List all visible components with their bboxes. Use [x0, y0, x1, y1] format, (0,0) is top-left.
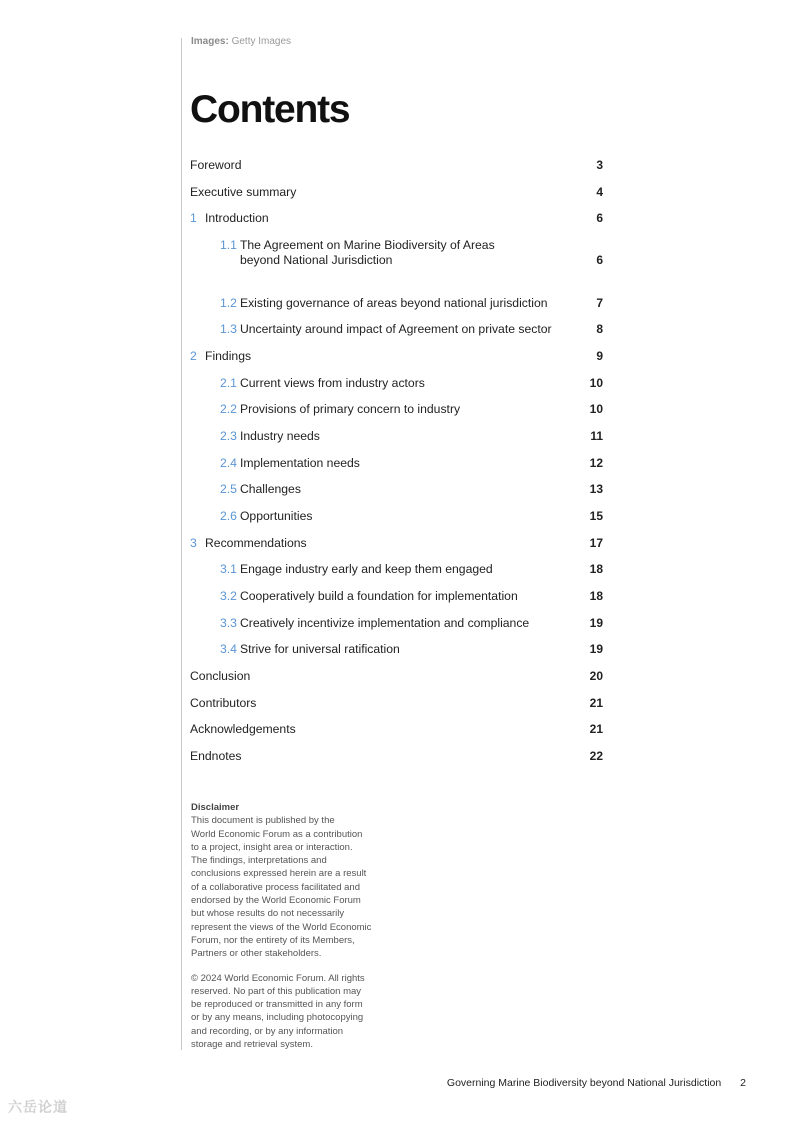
toc-entry[interactable]: [190, 185, 603, 200]
toc-entry-number: 2.2: [220, 402, 237, 416]
toc-entry-label: [190, 509, 590, 524]
toc-entry[interactable]: [190, 696, 603, 711]
toc-entry-text: Cooperatively build a foundation for implementation: [239, 589, 518, 603]
toc-entry-text: Findings: [205, 349, 252, 363]
toc-entry-page: 8: [596, 322, 603, 336]
toc-entry-text: Foreword: [190, 158, 242, 172]
toc-entry-page: 9: [596, 349, 603, 363]
toc-entry-page: 10: [589, 376, 603, 390]
toc-entry-number: 3: [190, 536, 197, 550]
toc-entry-label: [190, 185, 596, 200]
toc-entry-text: Implementation needs: [239, 456, 360, 470]
toc-entry-page: 21: [589, 696, 603, 710]
toc-entry[interactable]: [190, 722, 603, 737]
toc-entry-number: 2.1: [220, 376, 237, 390]
toc-entry-page: 15: [589, 509, 603, 523]
disclaimer-line: represent the views of the World Economic: [191, 921, 372, 933]
disclaimer: [191, 801, 391, 1051]
footer-page-number: 2: [740, 1077, 746, 1089]
table-of-contents: [190, 158, 603, 764]
toc-entry[interactable]: [190, 296, 603, 311]
toc-entry-text: Contributors: [190, 696, 257, 710]
toc-entry-text: Current views from industry actors: [239, 376, 425, 390]
disclaimer-line: reserved. No part of this publication may: [191, 985, 362, 997]
toc-entry-label: [190, 536, 590, 551]
toc-entry-number: 3.2: [220, 589, 237, 603]
disclaimer-line: Forum, nor the entirety of its Members,: [191, 934, 355, 946]
toc-entry-text: Conclusion: [190, 669, 251, 683]
toc-entry[interactable]: [190, 211, 603, 226]
toc-entry-text: Introduction: [205, 211, 269, 225]
toc-entry[interactable]: [190, 376, 603, 391]
toc-entry-number: 1.3: [220, 322, 237, 336]
toc-entry-text: Challenges: [239, 482, 301, 496]
toc-entry-text: Executive summary: [190, 185, 297, 199]
disclaimer-heading: Disclaimer: [191, 802, 240, 813]
toc-entry-page: 17: [589, 536, 603, 550]
image-credit: [191, 36, 291, 47]
toc-entry-number: 2.6: [220, 509, 237, 523]
toc-entry-label: [190, 696, 590, 711]
disclaimer-body: [191, 814, 391, 960]
toc-entry-page: 19: [589, 642, 603, 656]
toc-entry-text: Strive for universal ratification: [239, 642, 400, 656]
toc-entry[interactable]: [190, 429, 603, 444]
toc-entry-page: 22: [589, 749, 603, 763]
toc-entry-text: Industry needs: [239, 429, 320, 443]
toc-entry-text: Opportunities: [239, 509, 313, 523]
toc-entry-page: 19: [589, 616, 603, 630]
disclaimer-line: This document is published by the: [191, 815, 335, 827]
toc-entry[interactable]: [190, 158, 603, 173]
toc-entry-label: [190, 211, 596, 226]
toc-entry-number: 1.1: [220, 238, 237, 252]
disclaimer-line: The findings, interpretations and: [191, 855, 327, 867]
toc-entry-number: 2.5: [220, 482, 237, 496]
credit-value: Getty Images: [231, 36, 292, 47]
toc-entry-page: 4: [596, 185, 603, 199]
toc-entry-number: 3.1: [220, 562, 237, 576]
toc-entry-page: 10: [589, 402, 603, 416]
toc-entry-page: 18: [589, 589, 603, 603]
disclaimer-line: but whose results do not necessarily: [191, 908, 345, 920]
page-footer: [447, 1077, 746, 1089]
toc-entry-label: [190, 616, 590, 631]
toc-entry[interactable]: [190, 749, 603, 764]
toc-entry-page: 11: [590, 429, 603, 443]
toc-entry[interactable]: [190, 238, 603, 268]
toc-entry-label: [190, 642, 590, 657]
toc-entry-page: 6: [596, 211, 603, 225]
toc-entry-text: Creatively incentivize implementation and compliance: [239, 616, 530, 630]
toc-entry[interactable]: [190, 616, 603, 631]
toc-entry[interactable]: [190, 482, 603, 497]
footer-title: Governing Marine Biodiversity beyond National Jurisdiction: [446, 1077, 722, 1089]
toc-entry-number: 3.3: [220, 616, 237, 630]
toc-entry-label: [190, 322, 596, 337]
toc-entry-text: Existing governance of areas beyond national jurisdiction: [239, 296, 548, 310]
disclaimer-line: of a collaborative process facilitated and: [191, 881, 360, 893]
toc-entry-text: Acknowledgements: [190, 722, 296, 736]
toc-entry-number: 2.4: [220, 456, 237, 470]
toc-entry-text: Recommendations: [205, 536, 307, 550]
toc-entry-label: [190, 749, 590, 764]
toc-entry-label: [190, 402, 590, 417]
toc-entry-text: Uncertainty around impact of Agreement on private sector: [239, 322, 552, 336]
toc-entry-number: 1: [190, 211, 197, 225]
toc-entry-page: 12: [589, 456, 603, 470]
toc-entry-number: 2.3: [220, 429, 237, 443]
toc-entry[interactable]: [190, 402, 603, 417]
toc-entry[interactable]: [190, 589, 603, 604]
toc-entry-page: 21: [589, 722, 603, 736]
toc-entry[interactable]: [190, 669, 603, 684]
toc-entry-label: [190, 722, 590, 737]
toc-entry-label: [190, 456, 590, 471]
copyright-notice: [191, 972, 391, 1052]
credit-label: Images:: [191, 36, 229, 47]
disclaimer-line: endorsed by the World Economic Forum: [191, 895, 361, 907]
toc-entry-label: [190, 669, 590, 684]
toc-entry-number: 2: [190, 349, 197, 363]
toc-entry-page: 20: [589, 669, 603, 683]
toc-entry[interactable]: [190, 456, 603, 471]
toc-entry-label: [190, 349, 596, 364]
disclaimer-line: be reproduced or transmitted in any form: [191, 999, 363, 1011]
toc-entry-label: [190, 589, 590, 604]
toc-entry[interactable]: [190, 642, 603, 657]
toc-entry-label: [190, 429, 590, 444]
toc-entry[interactable]: [190, 536, 603, 551]
toc-entry-number: 3.4: [220, 642, 237, 656]
page-title: Contents: [190, 88, 350, 131]
toc-entry-page: 13: [589, 482, 603, 496]
disclaimer-line: conclusions expressed herein are a result: [191, 868, 367, 880]
margin-rule: [181, 38, 182, 1050]
toc-entry-number: 1.2: [220, 296, 237, 310]
disclaimer-line: storage and retrieval system.: [191, 1039, 313, 1051]
toc-entry-text: The Agreement on Marine Biodiversity of Areas: [239, 238, 495, 252]
toc-entry-page: 18: [589, 562, 603, 576]
toc-entry[interactable]: [190, 562, 603, 577]
toc-entry-page: 7: [596, 296, 603, 310]
toc-entry-page: 6: [596, 253, 603, 267]
toc-entry-label: [190, 296, 596, 311]
toc-entry[interactable]: [190, 349, 603, 364]
disclaimer-line: © 2024 World Economic Forum. All rights: [191, 972, 365, 984]
watermark-logo: 六岳论道: [8, 1099, 68, 1115]
toc-entry-label: [190, 482, 590, 497]
toc-entry-text: Provisions of primary concern to industry: [239, 402, 461, 416]
toc-entry-label: [190, 376, 590, 391]
disclaimer-line: and recording, or by any information: [191, 1025, 344, 1037]
toc-entry-label: [190, 562, 590, 577]
toc-entry[interactable]: [190, 509, 603, 524]
toc-entry-text: Engage industry early and keep them engaged: [239, 562, 493, 576]
toc-entry-label: [190, 238, 596, 268]
toc-entry-page: 3: [596, 158, 603, 172]
toc-entry[interactable]: [190, 322, 603, 337]
disclaimer-line: to a project, insight area or interaction.: [191, 841, 353, 853]
toc-entry-label: [190, 158, 596, 173]
disclaimer-line: or by any means, including photocopying: [191, 1012, 364, 1024]
toc-entry-text-continued: beyond National Jurisdiction: [240, 253, 393, 267]
disclaimer-line: Partners or other stakeholders.: [191, 948, 322, 960]
disclaimer-line: World Economic Forum as a contribution: [191, 828, 363, 840]
toc-entry-text: Endnotes: [190, 749, 242, 763]
